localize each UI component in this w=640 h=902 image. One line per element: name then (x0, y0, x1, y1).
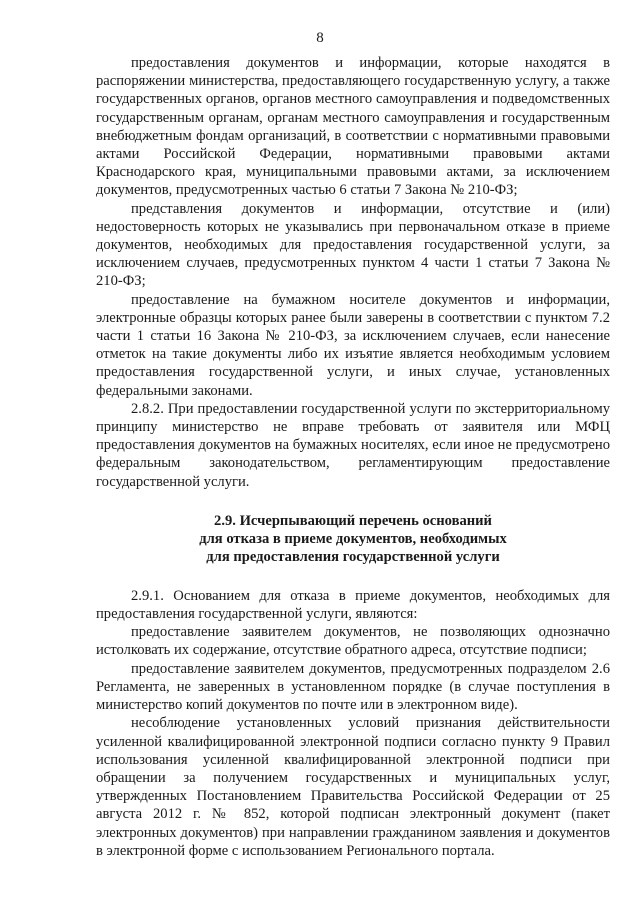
paragraph-paper-carrier: предоставление на бумажном носителе документов и информации, электронные образцы которых ранее были заверены в соответствии с пунктом 7.2 части 1 статьи 16 Закона № 210-ФЗ, за исключением случаев, если нанесение отметок на такие документы либо их изъятие является необходимым условием предоставления государственной услуги, и иных случае, установленных федеральными законами. (96, 291, 610, 399)
paragraph-ambiguous-documents: предоставление заявителем документов, не позволяющих однозначно истолковать их содержание, отсутствие обратного адреса, отсутствие подписи; (96, 624, 610, 659)
paragraph-electronic-signature: несоблюдение установленных условий признания действительности усиленной квалифицированной электронной подписи согласно пункту 9 Правил использования усиленной квалифицированной электронной подписи при обращении за получением государственных и муниципальных услуг, утвержденных Постановлением Правительства Российской Федерации от 25 августа 2012 г. № 852, которой подписан электронный документ (пакет электронных документов) при направлении гражданином заявления и документов в электронной форме с использованием Регионального портала. (96, 715, 610, 859)
paragraph-documents-not-indicated: представления документов и информации, отсутствие и (или) недостоверность которых не указывались при первоначальном отказе в приеме документов, необходимых для предоставления государственной услуги, за исключением случаев, предусмотренных пунктом 4 части 1 статьи 7 Закона № 210-ФЗ; (96, 200, 610, 290)
page-number: 8 (316, 30, 324, 46)
heading-line-3: для предоставления государственной услуги (206, 548, 500, 565)
heading-line-2: для отказа в приеме документов, необходимых (199, 530, 507, 547)
paragraph-documents-in-possession: предоставления документов и информации, которые находятся в распоряжении министерства, предоставляющего государственную услугу, а также государственных органов, органов местного самоуправления и подведомственных государственным органам, органам местного самоуправления и государственным внебюджетным фондам организаций, в соответствии с нормативными правовыми актами Российской Федерации, нормативными правовыми актами Краснодарского края, муниципальными правовыми актами, за исключением документов, предусмотренных частью 6 статьи 7 Закона № 210-ФЗ; (96, 55, 610, 199)
paragraph-uncertified-documents: предоставление заявителем документов, предусмотренных подразделом 2.6 Регламента, не заверенных в установленном порядке (в случае поступления в министерство копий документов по почте или в электронном виде). (96, 660, 610, 714)
document-body (96, 54, 610, 860)
paragraph-2-8-2: 2.8.2. При предоставлении государственной услуги по экстерриториальному принципу министерство не вправе требовать от заявителя или МФЦ предоставления документов на бумажных носителях, если иное не предусмотрено федеральным законодательством, регламентирующим предоставление государственной услуги. (96, 400, 610, 490)
paragraph-2-9-1: 2.9.1. Основанием для отказа в приеме документов, необходимых для предоставления государственной услуги, являются: (96, 587, 610, 623)
heading-line-1: 2.9. Исчерпывающий перечень оснований (214, 512, 492, 529)
section-heading-2-9 (96, 512, 610, 566)
